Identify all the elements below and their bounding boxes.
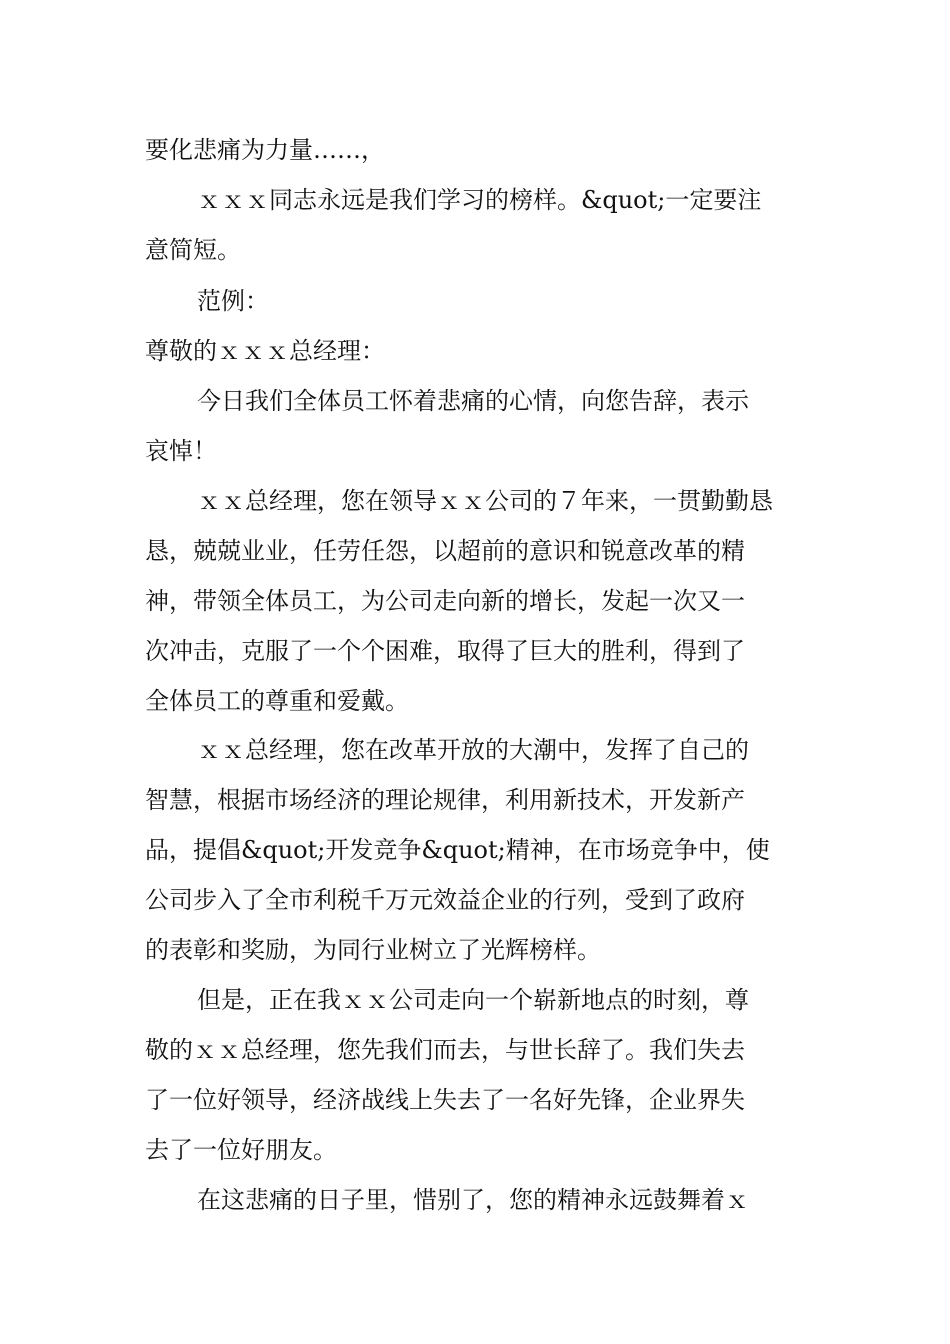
text-line-7: 哀悼！ <box>145 437 217 465</box>
text-line-8: ｘｘ总经理，您在领导ｘｘ公司的７年来，一贯勤勤恳 <box>197 487 773 515</box>
text-line-12: 全体员工的尊重和爱戴。 <box>145 687 409 715</box>
text-line-22: 在这悲痛的日子里，惜别了，您的精神永远鼓舞着ｘ <box>197 1186 749 1214</box>
text-line-18: 但是，正在我ｘｘ公司走向一个崭新地点的时刻，尊 <box>197 986 749 1014</box>
text-line-1: 要化悲痛为力量……， <box>145 136 385 164</box>
text-line-9: 恳，兢兢业业，任劳任怨，以超前的意识和锐意改革的精 <box>145 537 745 565</box>
text-line-13: ｘｘ总经理，您在改革开放的大潮中，发挥了自己的 <box>197 736 749 764</box>
text-line-6: 今日我们全体员工怀着悲痛的心情，向您告辞，表示 <box>197 387 749 415</box>
text-line-17: 的表彰和奖励，为同行业树立了光辉榜样。 <box>145 936 601 964</box>
text-line-3: 意简短。 <box>145 236 241 264</box>
text-line-14: 智慧，根据市场经济的理论规律，利用新技术，开发新产 <box>145 786 745 814</box>
text-line-4: 范例： <box>197 287 269 315</box>
text-line-20: 了一位好领导，经济战线上失去了一名好先锋，企业界失 <box>145 1086 745 1114</box>
text-line-10: 神，带领全体员工，为公司走向新的增长，发起一次又一 <box>145 587 745 615</box>
text-line-15: 品，提倡&quot;开发竞争&quot;精神，在市场竞争中，使 <box>145 836 770 864</box>
text-line-11: 次冲击，克服了一个个困难，取得了巨大的胜利，得到了 <box>145 637 745 665</box>
text-line-2: ｘｘｘ同志永远是我们学习的榜样。&quot;一定要注 <box>197 186 762 214</box>
text-line-21: 去了一位好朋友。 <box>145 1136 337 1164</box>
text-line-5: 尊敬的ｘｘｘ总经理： <box>145 337 385 365</box>
text-line-19: 敬的ｘｘ总经理，您先我们而去，与世长辞了。我们失去 <box>145 1036 745 1064</box>
text-line-16: 公司步入了全市利税千万元效益企业的行列，受到了政府 <box>145 886 745 914</box>
